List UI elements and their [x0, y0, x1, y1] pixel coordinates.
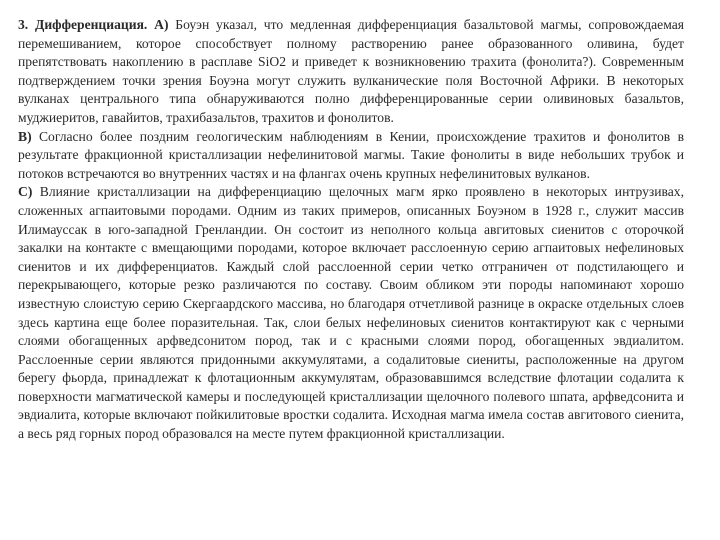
- item-marker-c: С): [18, 184, 33, 200]
- paragraph-text: Боуэн указал, что медленная дифференциация базальтовой магмы, сопровождаемая перемешиванием, которое способствует полному растворению ранее образованного оливина, будет препятствовать накоплению в расплаве SiO2 и приведет к возникновению трахита (фонолита?). Современным подтверждением точки зрения Боуэна могут служить вулканические поля Восточной Африки. В некоторых вулканах центрального типа обнаруживаются полно дифференцированные серии оливиновых базальтов, муджиеритов, гавайитов, трахибазальтов, трахитов и фонолитов.: [18, 17, 685, 125]
- paragraph-c: [18, 183, 684, 443]
- section-heading: 3. Дифференциация.: [18, 17, 148, 32]
- paragraph-intro: [18, 16, 684, 128]
- item-marker-a: А): [154, 17, 169, 32]
- paragraph-text: Влияние кристаллизации на дифференциацию щелочных магм ярко проявлено в некоторых интрузивах, сложенных агпаитовыми породами. Одним из таких примеров, описанных Боуэном в 1928 г., служит массив Илимауссак в юго-западной Гренландии. Он состоит из неполного кольца авгитовых сиенитов с оторочкой закалки на контакте с вмещающими породами, которое включает расслоенную серию агпаитовых нефелиновых сиенитов и их дифференциатов. Каждый слой расслоенной серии четко отграничен от подстилающего и перекрывающего, которые резко различаются по составу. Своим обликом эти породы напоминают хорошо известную слоистую серию Скергаардского массива, но благодаря отчетливой разнице в окраске отдельных слоев здесь картина еще более поразительная. Так, слои белых нефелиновых сиенитов контактируют как с черными слоями обогащенных арфведсонитом пород, так и с красными слоями пород, обогащенных эвдиалитом. Расслоенные серии являются придонными аккумулятами, а содалитовые сиениты, расположенные на другом берегу фьорда, принадлежат к флотационным аккумулятам, образовавшимся вследствие флотации содалита к поверхности магматической камеры и последующей кристаллизации щелочного полевого шпата, арфведсонита и эвдиалита, которые включают пойкилитовые вростки содалита. Исходная магма имела состав авгитового сиенита, а весь ряд горных пород образовался на месте путем фракционной кристаллизации.: [18, 184, 684, 442]
- item-marker-b: В): [18, 128, 32, 144]
- document-page: [18, 16, 684, 444]
- paragraph-b: [18, 128, 684, 184]
- paragraph-text: Согласно более поздним геологическим наблюдениям в Кении, происхождение трахитов и фонолитов в результате фракционной кристаллизации нефелинитовой магмы. Такие фонолиты в виде небольших трубок и потоков встречаются во внутренних частях и на флангах очень крупных нефелинитовых вулканов.: [18, 128, 684, 181]
